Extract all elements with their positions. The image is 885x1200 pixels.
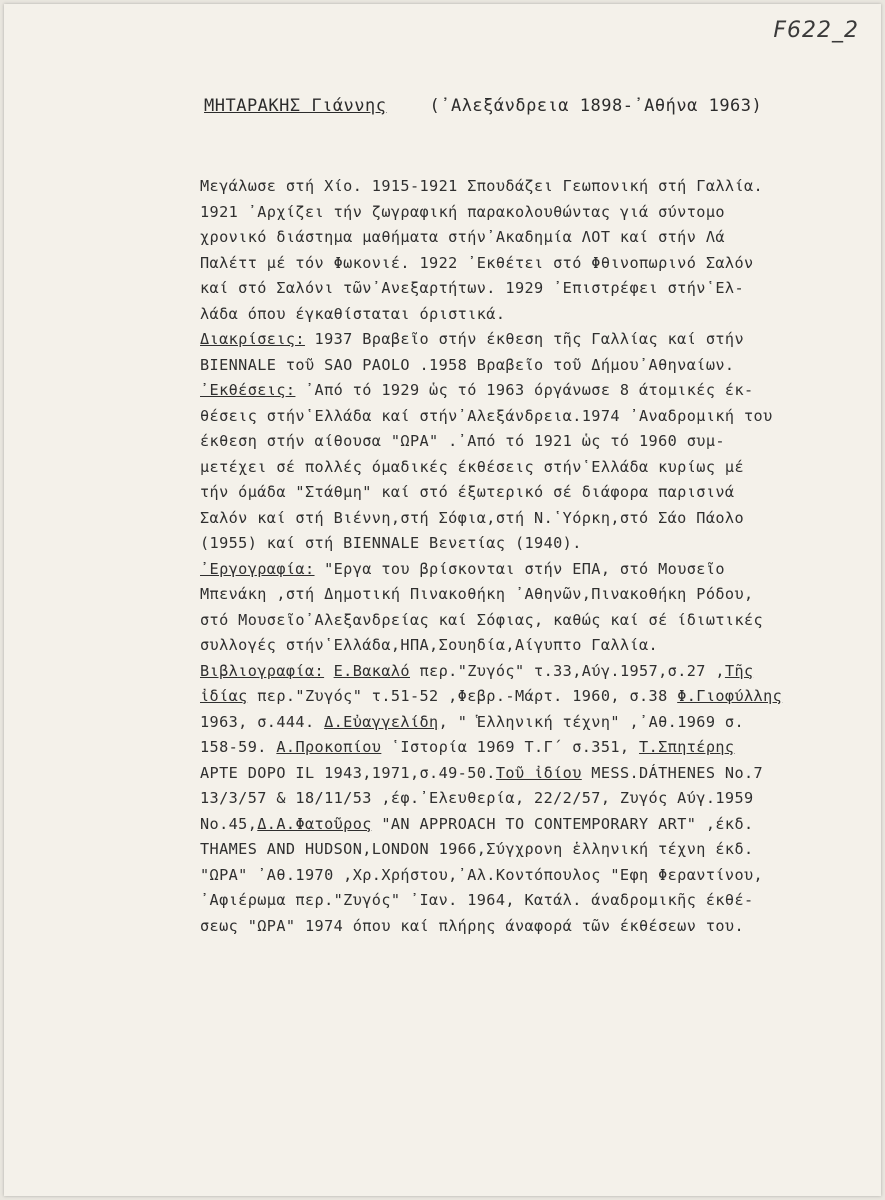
biography-body: [200, 174, 870, 939]
line-text: στό Μουσεῖο᾿Αλεξανδρείας καί Σόφιας, καθώς καί σέ ίδιωτικές: [200, 610, 764, 629]
author-ref: ἰδίας: [200, 687, 248, 705]
text-line: [200, 353, 870, 379]
line-text: Σαλόν καί στή Βιέννη,στή Σόφια,στή Ν.῾Υόρκη,στό Σάο Πάολο: [200, 508, 744, 527]
text-line: [200, 557, 870, 583]
line-text: συλλογές στήν῾Ελλάδα,ΗΠΑ,Σουηδία,Αίγυπτο Γαλλία.: [200, 636, 659, 654]
line-text: ῾Ιστορία 1969 Τ.Γ΄ σ.351,: [381, 738, 640, 756]
line-text: καί στό Σαλόνι τῶν᾿Ανεξαρτήτων. 1929 ᾿Επιστρέφει στήν῾Ελ-: [200, 279, 744, 297]
line-text: ᾿Αφιέρωμα περ."Ζυγός" ᾿Ιαν. 1964, Κατάλ. άναδρομικῆς έκθέ-: [200, 891, 754, 909]
line-text: χρονικό διάστημα μαθήματα στήν᾿Ακαδημία ΛΟΤ καί στήν Λά: [200, 228, 725, 246]
text-line: [200, 276, 870, 302]
line-text: (1955) καί στή BIENNALE Βενετίας (1940).: [200, 534, 582, 552]
author-ref: Τοῦ ἰδίου: [495, 763, 582, 782]
author-ref: Τ.Σπητέρης: [639, 738, 735, 756]
line-text: "Εργα του βρίσκονται στήν ΕΠΑ, στό Μουσεῖο: [314, 559, 725, 578]
section-label: Βιβλιογραφία:: [200, 661, 325, 680]
artist-name: ΜΗΤΑΡΑΚΗΣ Γιάννης: [204, 96, 387, 116]
line-text: [324, 662, 334, 680]
text-line: [200, 429, 870, 455]
line-text: τήν όμάδα "Στάθμη" καί στό έξωτερικό σέ διάφορα παρισινά: [200, 483, 735, 501]
text-line: [200, 302, 870, 328]
line-text: , " Ἑλληνική τέχνη" ,᾿Αθ.1969 σ.: [438, 712, 745, 731]
text-line: [200, 174, 870, 200]
document-page: [4, 4, 881, 1196]
line-text: 1963, σ.444.: [200, 712, 325, 731]
section-label: ᾿Εκθέσεις:: [200, 381, 296, 399]
text-line: [200, 761, 870, 787]
line-text: Μεγάλωσε στή Χίο. 1915-1921 Σπουδάζει Γεωπονική στή Γαλλία.: [200, 177, 764, 195]
line-text: περ."Ζυγός" τ.51-52 ,Φεβρ.-Μάρτ. 1960, σ.38: [247, 687, 678, 705]
section-label: Διακρίσεις:: [200, 330, 305, 348]
line-text: έκθεση στήν αίθουσα "ΩΡΑ" .᾿Από τό 1921 ὡς τό 1960 συμ-: [200, 432, 725, 450]
author-ref: Δ.Α.Φατοῦρος: [257, 814, 372, 833]
text-line: [200, 633, 870, 659]
line-text: "AN APPROACH TO CONTEMPORARY ART" ,έκδ.: [371, 814, 754, 833]
text-line: [200, 404, 870, 430]
text-line: [200, 531, 870, 557]
line-text: No.45,: [200, 814, 258, 833]
text-line: [200, 659, 870, 685]
text-line: [200, 608, 870, 634]
text-line: [200, 506, 870, 532]
author-ref: Ε.Βακαλό: [333, 661, 410, 680]
text-line: [200, 378, 870, 404]
text-line: [200, 710, 870, 736]
text-line: [200, 914, 870, 940]
text-line: [200, 225, 870, 251]
spacer: [397, 96, 418, 116]
author-ref: Α.Προκοπίου: [276, 738, 382, 756]
line-text: THAMES AND HUDSON,LONDON 1966,Σύγχρονη ἑλληνική τέχνη έκδ.: [200, 840, 754, 858]
section-label: ᾿Εργογραφία:: [200, 559, 315, 578]
line-text: μετέχει σέ πολλές όμαδικές έκθέσεις στήν῾Ελλάδα κυρίως μέ: [200, 457, 744, 476]
author-ref: Δ.Εὐαγγελίδη: [324, 712, 439, 731]
line-text: 1937 Βραβεῖο στήν έκθεση τῆς Γαλλίας καί στήν: [304, 330, 744, 348]
author-ref: Φ.Γιοφύλλης: [677, 687, 783, 705]
artist-dates: (᾿Αλεξάνδρεια 1898-᾿Αθήνα 1963): [429, 96, 763, 116]
text-line: [200, 582, 870, 608]
line-text: 158-59.: [200, 738, 277, 756]
text-line: [200, 837, 870, 863]
text-line: [200, 888, 870, 914]
text-line: [200, 812, 870, 838]
line-text: 13/3/57 & 18/11/53 ,έφ.᾿Ελευθερία, 22/2/57, Ζυγός Αύγ.1959: [200, 789, 754, 807]
text-line: [200, 200, 870, 226]
text-line: [200, 480, 870, 506]
text-line: [200, 327, 870, 353]
line-text: BIENNALE τοῦ SAO PAOLO .1958 Βραβεῖο τοῦ Δήμου᾿Αθηναίων.: [200, 355, 735, 374]
text-line: [200, 251, 870, 277]
line-text: APTE DOPO IL 1943,1971,σ.49-50.: [200, 763, 496, 782]
text-line: [200, 684, 870, 710]
line-text: λάδα όπου έγκαθίσταται όριστικά.: [200, 304, 506, 323]
text-line: [200, 863, 870, 889]
line-text: Μπενάκη ,στή Δημοτική Πινακοθήκη ᾿Αθηνῶν,Πινακοθήκη Ρόδου,: [200, 585, 754, 603]
line-text: θέσεις στήν῾Ελλάδα καί στήν᾿Αλεξάνδρεια.1974 ᾿Αναδρομική του: [200, 406, 773, 425]
line-text: σεως "ΩΡΑ" 1974 όπου καί πλήρης άναφορά τῶν έκθέσεων του.: [200, 916, 744, 935]
line-text: Παλέττ μέ τόν Φωκονιέ. 1922 ᾿Εκθέτει στό Φθινοπωρινό Σαλόν: [200, 253, 754, 272]
ref-number: F622_2: [773, 18, 859, 43]
text-line: [200, 786, 870, 812]
text-line: [200, 455, 870, 481]
line-text: MESS.DÁTHENES No.7: [581, 763, 764, 782]
page-heading: [204, 96, 762, 116]
line-text: "ΩΡΑ" ᾿Αθ.1970 ,Χρ.Χρήστου,᾿Αλ.Κοντόπουλος "Εφη Φεραντίνου,: [200, 865, 764, 884]
line-text: περ."Ζυγός" τ.33,Αύγ.1957,σ.27 ,: [409, 661, 725, 680]
author-ref: Τῆς: [724, 661, 754, 680]
line-text: 1921 ᾿Αρχίζει τήν ζωγραφική παρακολουθώντας γιά σύντομο: [200, 202, 725, 221]
text-line: [200, 735, 870, 761]
line-text: ᾿Από τό 1929 ὡς τό 1963 όργάνωσε 8 άτομικές έκ-: [295, 381, 754, 399]
